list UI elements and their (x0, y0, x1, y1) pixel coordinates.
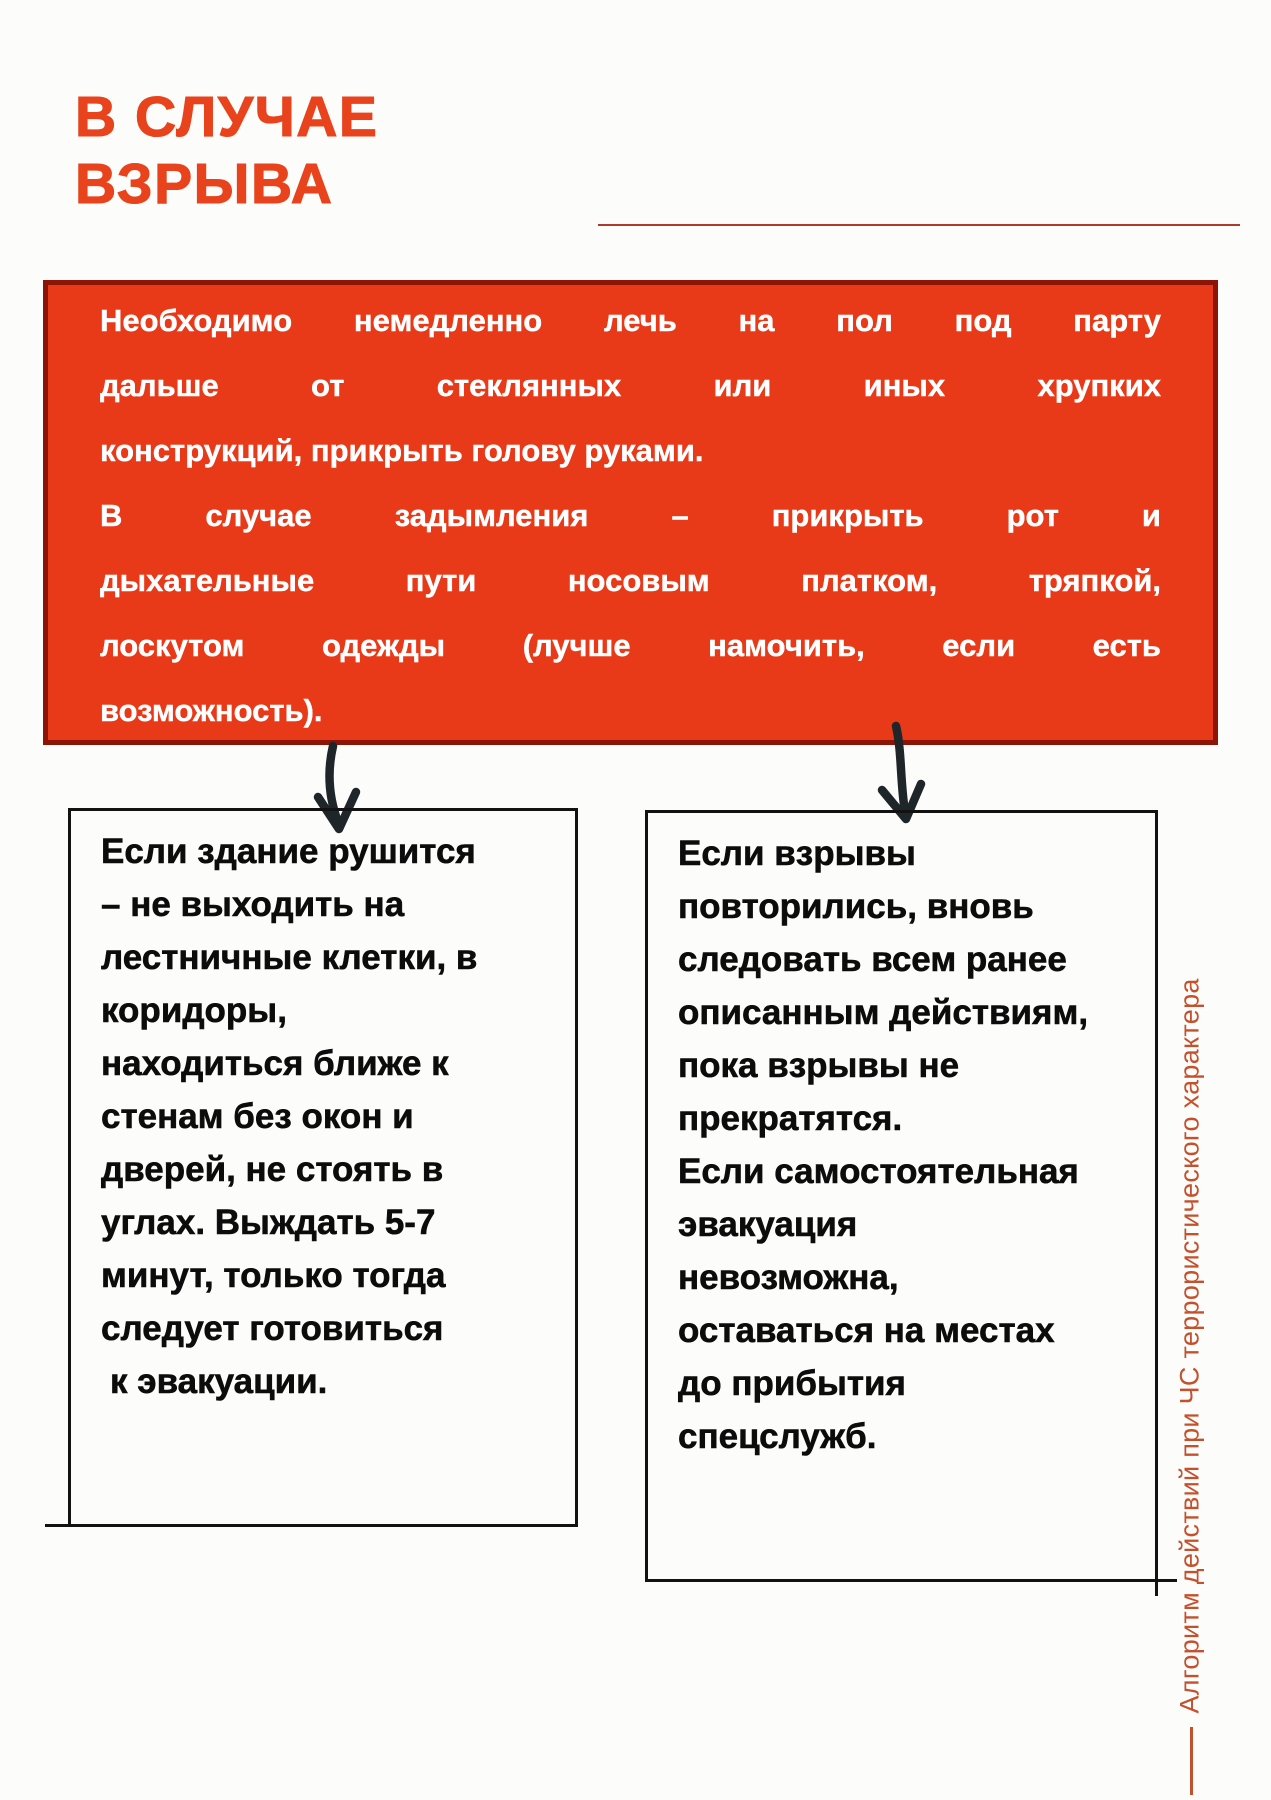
flow-box-building-collapse (68, 808, 578, 1527)
page-title-line1: В СЛУЧАЕ (75, 85, 379, 149)
alert-line: дальше от стеклянных или иных хрупких (100, 368, 1161, 403)
flow-box-repeated-explosions (645, 810, 1158, 1582)
flow-box-line: Если взрывы (678, 834, 916, 873)
alert-line: дыхательные пути носовым платком, тряпкой, (100, 563, 1161, 598)
flow-box-line: Если здание рушится (101, 832, 476, 871)
alert-line: Необходимо немедленно лечь на пол под парту (100, 303, 1161, 338)
border-overshoot-tick (1155, 1580, 1158, 1596)
flow-box-line: следует готовиться (101, 1309, 444, 1348)
border-overshoot-tick (45, 1524, 69, 1527)
flow-box-line: лестничные клетки, в (101, 938, 478, 977)
alert-line: возможность). (100, 693, 323, 728)
flow-box-line: прекратятся. (678, 1099, 903, 1138)
sidebar-caption-dash (1190, 1727, 1193, 1795)
flow-box-line: стенам без окон и (101, 1097, 414, 1136)
flow-box-line: углах. Выждать 5-7 (101, 1203, 436, 1242)
sidebar-vertical-caption: Алгоритм действий при ЧС террористического характера (1174, 978, 1205, 1714)
page-title-line2: ВЗРЫВА (75, 152, 334, 216)
alert-line: лоскутом одежды (лучше намочить, если есть (100, 628, 1161, 663)
alert-box (43, 280, 1218, 745)
flow-box-line: невозможна, (678, 1258, 899, 1297)
flow-box-line: дверей, не стоять в (101, 1150, 444, 1189)
flow-box-line: до прибытия (678, 1364, 906, 1403)
flow-box-line: коридоры, (101, 991, 287, 1030)
page-title (75, 84, 378, 218)
flow-box-line: следовать всем ранее (678, 940, 1067, 979)
flow-box-line: Если самостоятельная (678, 1152, 1079, 1191)
flow-box-line: находиться ближе к (101, 1044, 449, 1083)
flow-box-line: эвакуация (678, 1205, 858, 1244)
flow-box-line: к эвакуации. (110, 1362, 328, 1401)
flow-box-line: описанным действиям, (678, 993, 1089, 1032)
flow-box-line: спецслужб. (678, 1417, 877, 1456)
flow-box-line: пока взрывы не (678, 1046, 960, 1085)
flow-box-line: оставаться на местах (678, 1311, 1055, 1350)
title-underline-rule (598, 224, 1240, 226)
flow-box-line: минут, только тогда (101, 1256, 446, 1295)
flow-box-line: повторились, вновь (678, 887, 1034, 926)
alert-line: конструкций, прикрыть голову руками. (100, 433, 704, 468)
alert-line: В случае задымления – прикрыть рот и (100, 498, 1161, 533)
flow-box-line: – не выходить на (101, 885, 405, 924)
